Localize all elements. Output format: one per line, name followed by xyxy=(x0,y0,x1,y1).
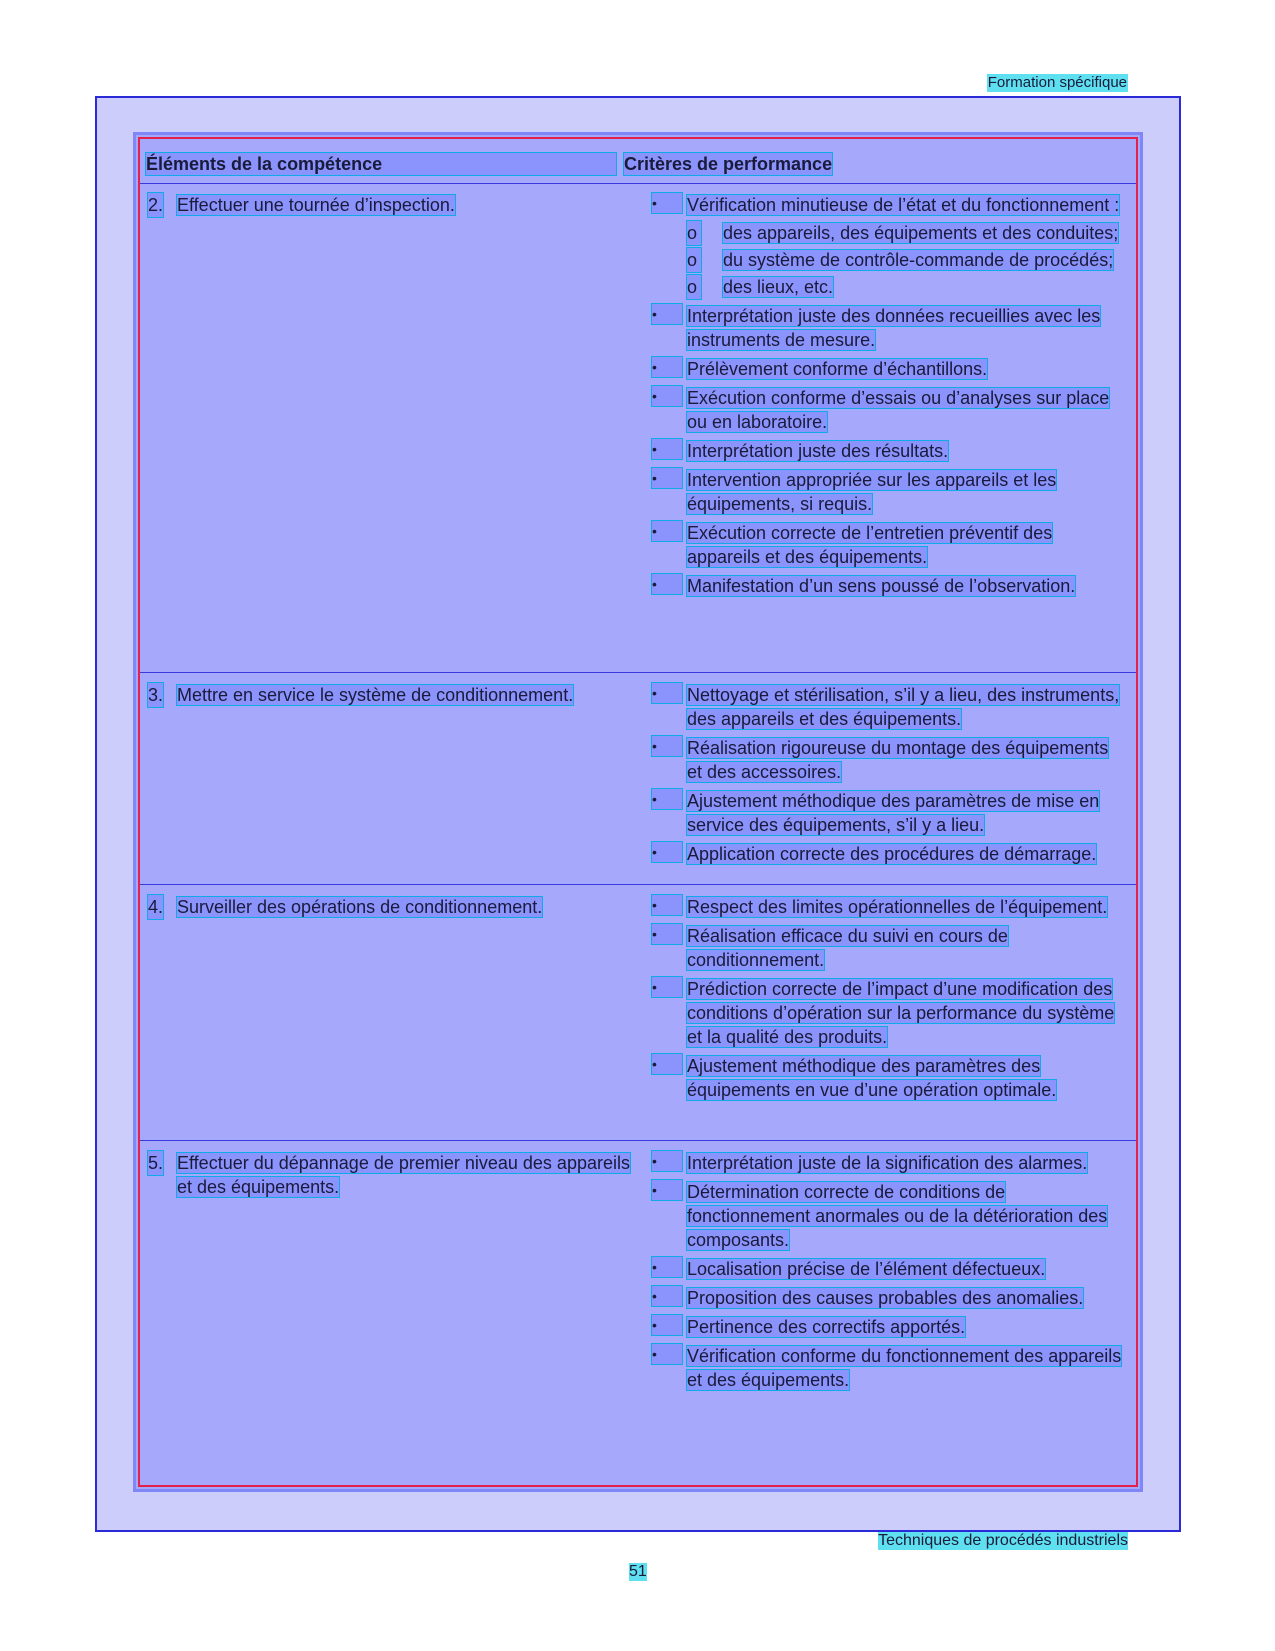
criterion-item xyxy=(652,1151,1122,1175)
bullet-icon: • xyxy=(652,304,682,324)
sub-criterion-item xyxy=(687,221,1122,245)
circle-bullet-icon: o xyxy=(687,221,701,245)
criterion-item xyxy=(652,924,1122,972)
competency-element xyxy=(148,193,648,217)
criterion-item xyxy=(652,895,1122,919)
criterion-text: Application correcte des procédures de démarrage. xyxy=(687,844,1097,864)
criterion-item xyxy=(652,1257,1122,1281)
criterion-text: Proposition des causes probables des anomalies. xyxy=(687,1288,1084,1308)
element-number: 5. xyxy=(148,1153,164,1173)
element-number: 2. xyxy=(148,195,164,215)
bullet-icon: • xyxy=(652,736,682,756)
criterion-item xyxy=(652,386,1122,434)
section-header: Formation spécifique xyxy=(987,74,1127,91)
criterion-text: Localisation précise de l’élément défectueux. xyxy=(687,1259,1046,1279)
table-header-row xyxy=(140,139,1136,184)
bullet-icon: • xyxy=(652,439,682,459)
criteria-list xyxy=(652,683,1122,871)
bullet-icon: • xyxy=(652,1180,682,1200)
bullet-icon: • xyxy=(652,1257,682,1277)
bullet-icon: • xyxy=(652,683,682,703)
bullet-icon: • xyxy=(652,842,682,862)
bullet-icon: • xyxy=(652,386,682,406)
criterion-item xyxy=(652,304,1122,352)
element-text: Effectuer du dépannage de premier niveau des appareils et des équipements. xyxy=(177,1153,630,1197)
criterion-item xyxy=(652,1180,1122,1252)
criteria-list xyxy=(652,193,1122,603)
bullet-icon: • xyxy=(652,193,682,213)
bullet-icon: • xyxy=(652,1054,682,1074)
criterion-text: Exécution correcte de l’entretien préventif des appareils et des équipements. xyxy=(687,523,1053,567)
bullet-icon: • xyxy=(652,924,682,944)
bullet-icon: • xyxy=(652,574,682,594)
table-row xyxy=(140,885,1136,1141)
criteria-list xyxy=(652,895,1122,1107)
criterion-text: Respect des limites opérationnelles de l’équipement. xyxy=(687,897,1108,917)
sub-criterion-item xyxy=(687,275,1122,299)
criterion-item xyxy=(652,1315,1122,1339)
criterion-text: Vérification conforme du fonctionnement des appareils et des équipements. xyxy=(687,1346,1122,1390)
criterion-item xyxy=(652,521,1122,569)
column-header-elements: Éléments de la compétence xyxy=(146,153,616,175)
sub-criteria-list xyxy=(687,221,1122,299)
element-number: 4. xyxy=(148,897,164,917)
table-row xyxy=(140,183,1136,673)
criterion-item xyxy=(652,1344,1122,1392)
column-header-criteria: Critères de performance xyxy=(624,154,833,174)
criterion-text: Ajustement méthodique des paramètres de mise en service des équipements, s’il y a lieu. xyxy=(687,791,1100,835)
criterion-item xyxy=(652,193,1122,299)
sub-criterion-text: des lieux, etc. xyxy=(723,277,834,297)
criterion-text: Nettoyage et stérilisation, s’il y a lieu, des instruments, des appareils et des équipements. xyxy=(687,685,1120,729)
criteria-list xyxy=(652,1151,1122,1397)
criterion-text: Exécution conforme d’essais ou d’analyses sur place ou en laboratoire. xyxy=(687,388,1110,432)
sub-criterion-item xyxy=(687,248,1122,272)
competency-element xyxy=(148,1151,648,1199)
criterion-text: Interprétation juste des données recueillies avec les instruments de mesure. xyxy=(687,306,1101,350)
circle-bullet-icon: o xyxy=(687,275,701,299)
element-text: Mettre en service le système de conditionnement. xyxy=(177,685,574,705)
criterion-text: Ajustement méthodique des paramètres des équipements en vue d’une opération optimale. xyxy=(687,1056,1057,1100)
criterion-item xyxy=(652,468,1122,516)
bullet-icon: • xyxy=(652,789,682,809)
program-footer: Techniques de procédés industriels xyxy=(878,1532,1128,1549)
bullet-icon: • xyxy=(652,357,682,377)
bullet-icon: • xyxy=(652,977,682,997)
criterion-item xyxy=(652,977,1122,1049)
criterion-item xyxy=(652,842,1122,866)
criterion-text: Interprétation juste des résultats. xyxy=(687,441,949,461)
bullet-icon: • xyxy=(652,1315,682,1335)
criterion-item xyxy=(652,1286,1122,1310)
bullet-icon: • xyxy=(652,895,682,915)
criterion-text: Réalisation rigoureuse du montage des équipements et des accessoires. xyxy=(687,738,1109,782)
criterion-item xyxy=(652,439,1122,463)
bullet-icon: • xyxy=(652,521,682,541)
criterion-item xyxy=(652,789,1122,837)
element-text: Surveiller des opérations de conditionnement. xyxy=(177,897,543,917)
bullet-icon: • xyxy=(652,468,682,488)
competency-element xyxy=(148,895,648,919)
table-row xyxy=(140,1141,1136,1427)
competency-element xyxy=(148,683,648,707)
criterion-text: Détermination correcte de conditions de fonctionnement anormales ou de la détérioration des composants. xyxy=(687,1182,1108,1250)
criterion-item xyxy=(652,736,1122,784)
table-body xyxy=(138,137,1138,1487)
circle-bullet-icon: o xyxy=(687,248,701,272)
element-text: Effectuer une tournée d’inspection. xyxy=(177,195,455,215)
criterion-text: Réalisation efficace du suivi en cours de conditionnement. xyxy=(687,926,1008,970)
criterion-text: Prédiction correcte de l’impact d’une modification des conditions d’opération sur la performance du système et la qualité des produits. xyxy=(687,979,1115,1047)
bullet-icon: • xyxy=(652,1151,682,1171)
criterion-item xyxy=(652,357,1122,381)
criterion-item xyxy=(652,574,1122,598)
element-number: 3. xyxy=(148,685,164,705)
criterion-item xyxy=(652,1054,1122,1102)
criterion-text: Intervention appropriée sur les appareils et les équipements, si requis. xyxy=(687,470,1057,514)
page-number: 51 xyxy=(629,1563,647,1580)
criterion-text: Interprétation juste de la signification des alarmes. xyxy=(687,1153,1088,1173)
bullet-icon: • xyxy=(652,1344,682,1364)
criterion-text: Vérification minutieuse de l’état et du fonctionnement : xyxy=(687,195,1120,215)
bullet-icon: • xyxy=(652,1286,682,1306)
criterion-text: Prélèvement conforme d’échantillons. xyxy=(687,359,988,379)
criterion-item xyxy=(652,683,1122,731)
sub-criterion-text: du système de contrôle-commande de procédés; xyxy=(723,250,1114,270)
criterion-text: Manifestation d’un sens poussé de l’observation. xyxy=(687,576,1076,596)
competency-table xyxy=(133,132,1143,1492)
criterion-text: Pertinence des correctifs apportés. xyxy=(687,1317,966,1337)
table-row xyxy=(140,673,1136,885)
sub-criterion-text: des appareils, des équipements et des conduites; xyxy=(723,223,1119,243)
